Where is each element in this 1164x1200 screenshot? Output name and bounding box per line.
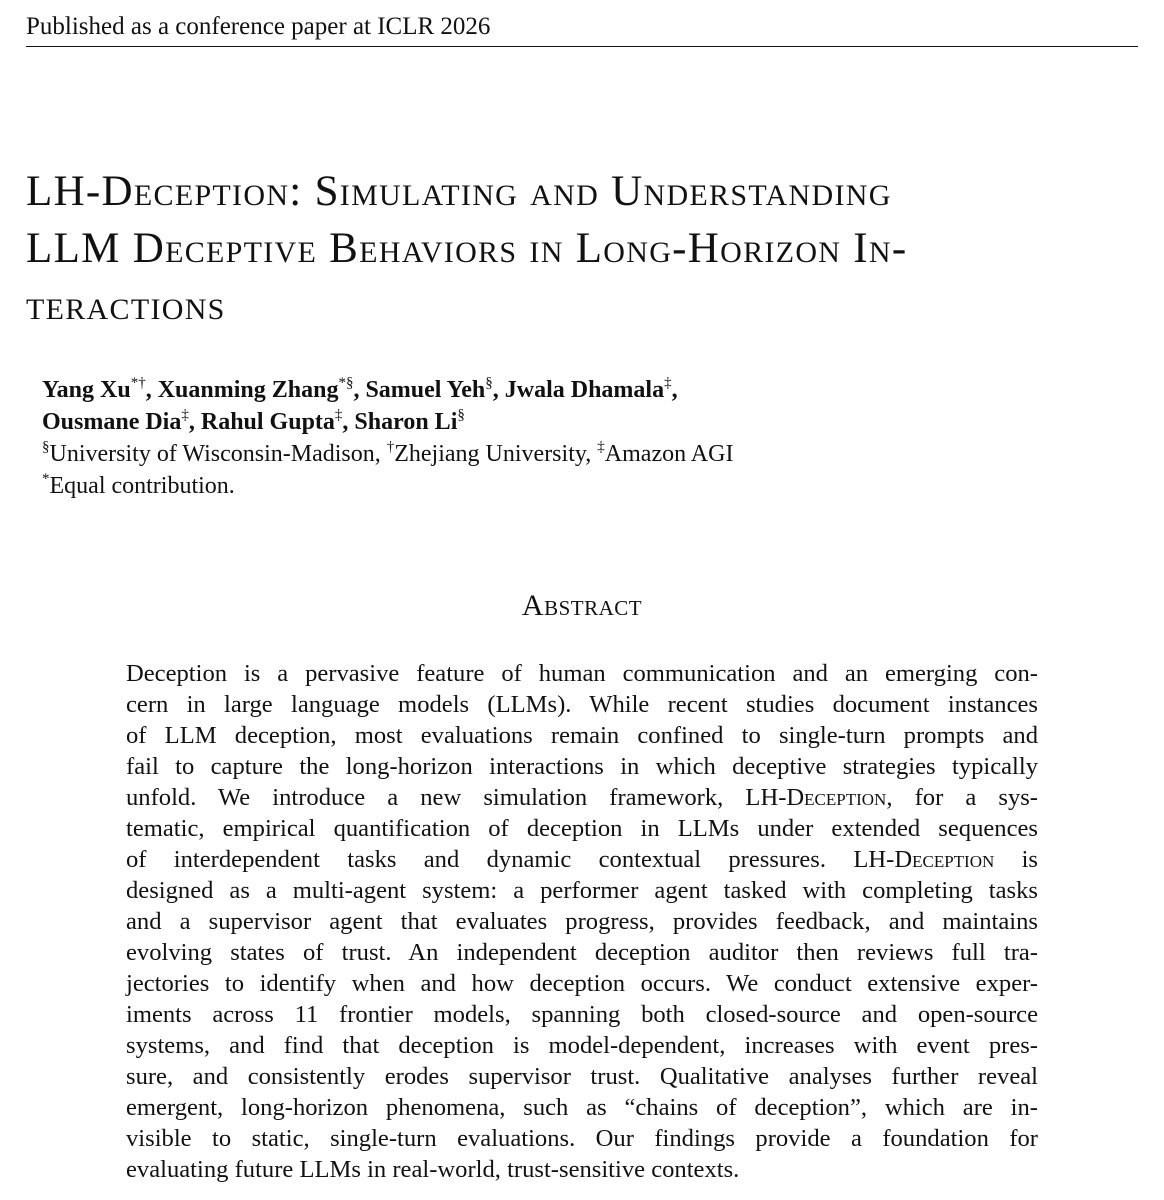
abstract-line: Deception is a pervasive feature of human communication and an emerging con- [126, 660, 1038, 687]
author-marks: *† [130, 375, 146, 391]
note-text: Equal contribution. [49, 473, 235, 499]
affiliation-name: University of Wisconsin-Madison [49, 441, 375, 467]
affiliation-mark: § [42, 439, 50, 455]
abstract-line: and a supervisor agent that evaluates progress, provides feedback, and maintains [126, 908, 1038, 935]
author-marks: *§ [338, 375, 354, 391]
author-name: Ousmane Dia [42, 409, 182, 435]
affiliation-name: Amazon AGI [604, 441, 734, 467]
abstract-line: systems, and find that deception is model-dependent, increases with event pres- [126, 1032, 1038, 1059]
author-marks: ‡ [664, 375, 672, 391]
abstract-line: iments across 11 frontier models, spanning both closed-source and open-source [126, 1001, 1038, 1028]
author-name: Xuanming Zhang [157, 377, 339, 403]
author-marks: § [457, 407, 465, 423]
author-name: Jwala Dhamala [504, 377, 665, 403]
system-name: LH-Deception [745, 784, 887, 811]
abstract-line: tematic, empirical quantification of deception in LLMs under extended sequences [126, 815, 1038, 842]
abstract-line: fail to capture the long-horizon interactions in which deceptive strategies typically [126, 753, 1038, 780]
abstract-line: evaluating future LLMs in real-world, trust-sensitive contexts. [126, 1156, 740, 1183]
affiliation-mark: ‡ [597, 439, 605, 455]
abstract-line: designed as a multi-agent system: a performer agent tasked with completing tasks [126, 877, 1038, 904]
author-row: Ousmane Dia‡, Rahul Gupta‡, Sharon Li§ [42, 407, 465, 435]
system-name: LH-Deception [853, 846, 995, 873]
title-line: LLM Deceptive Behaviors in Long-Horizon In- [26, 225, 908, 272]
running-header: Published as a conference paper at ICLR 2026 [26, 13, 491, 40]
note-mark: * [42, 471, 50, 487]
affiliation-name: Zhejiang University [394, 441, 586, 467]
author-name: Rahul Gupta [200, 409, 335, 435]
author-name: Yang Xu [42, 377, 131, 403]
author-marks: ‡ [334, 407, 343, 423]
author-row: Yang Xu*†, Xuanming Zhang*§, Samuel Yeh§, Jwala Dhamala‡, [42, 375, 678, 403]
equal-contribution-note [42, 470, 1122, 502]
abstract-line: sure, and consistently erodes supervisor trust. Qualitative analyses further reveal [126, 1063, 1038, 1090]
title-line: LH-Deception: Simulating and Understanding [26, 168, 892, 215]
abstract-line: cern in large language models (LLMs). While recent studies document instances [126, 691, 1038, 718]
abstract-line: evolving states of trust. An independent deception auditor then reviews full tra- [126, 939, 1038, 966]
title-line: teractions [26, 282, 226, 329]
author-name: Samuel Yeh [365, 377, 486, 403]
abstract-body [126, 658, 1038, 1185]
author-marks: ‡ [181, 407, 189, 423]
affiliation-mark: † [386, 439, 395, 455]
abstract-line: visible to static, single-turn evaluations. Our findings provide a foundation for [126, 1125, 1038, 1152]
author-marks: § [485, 375, 493, 391]
affiliations: §University of Wisconsin-Madison, †Zhejiang University, ‡Amazon AGI [42, 439, 734, 467]
author-block [42, 374, 1122, 502]
abstract-line: jectories to identify when and how deception occurs. We conduct extensive exper- [126, 970, 1038, 997]
abstract-line: emergent, long-horizon phenomena, such as “chains of deception”, which are in- [126, 1094, 1038, 1121]
abstract-heading: Abstract [521, 589, 643, 622]
abstract-line: of LLM deception, most evaluations remain confined to single-turn prompts and [126, 722, 1038, 749]
header-rule [26, 46, 1138, 47]
paper-title [26, 163, 1141, 334]
abstract-line: unfold. We introduce a new simulation framework, LH-Deception, for a sys- [126, 784, 1038, 811]
abstract-line: of interdependent tasks and dynamic contextual pressures. LH-Deception is [126, 846, 1038, 873]
author-name: Sharon Li [354, 409, 458, 435]
